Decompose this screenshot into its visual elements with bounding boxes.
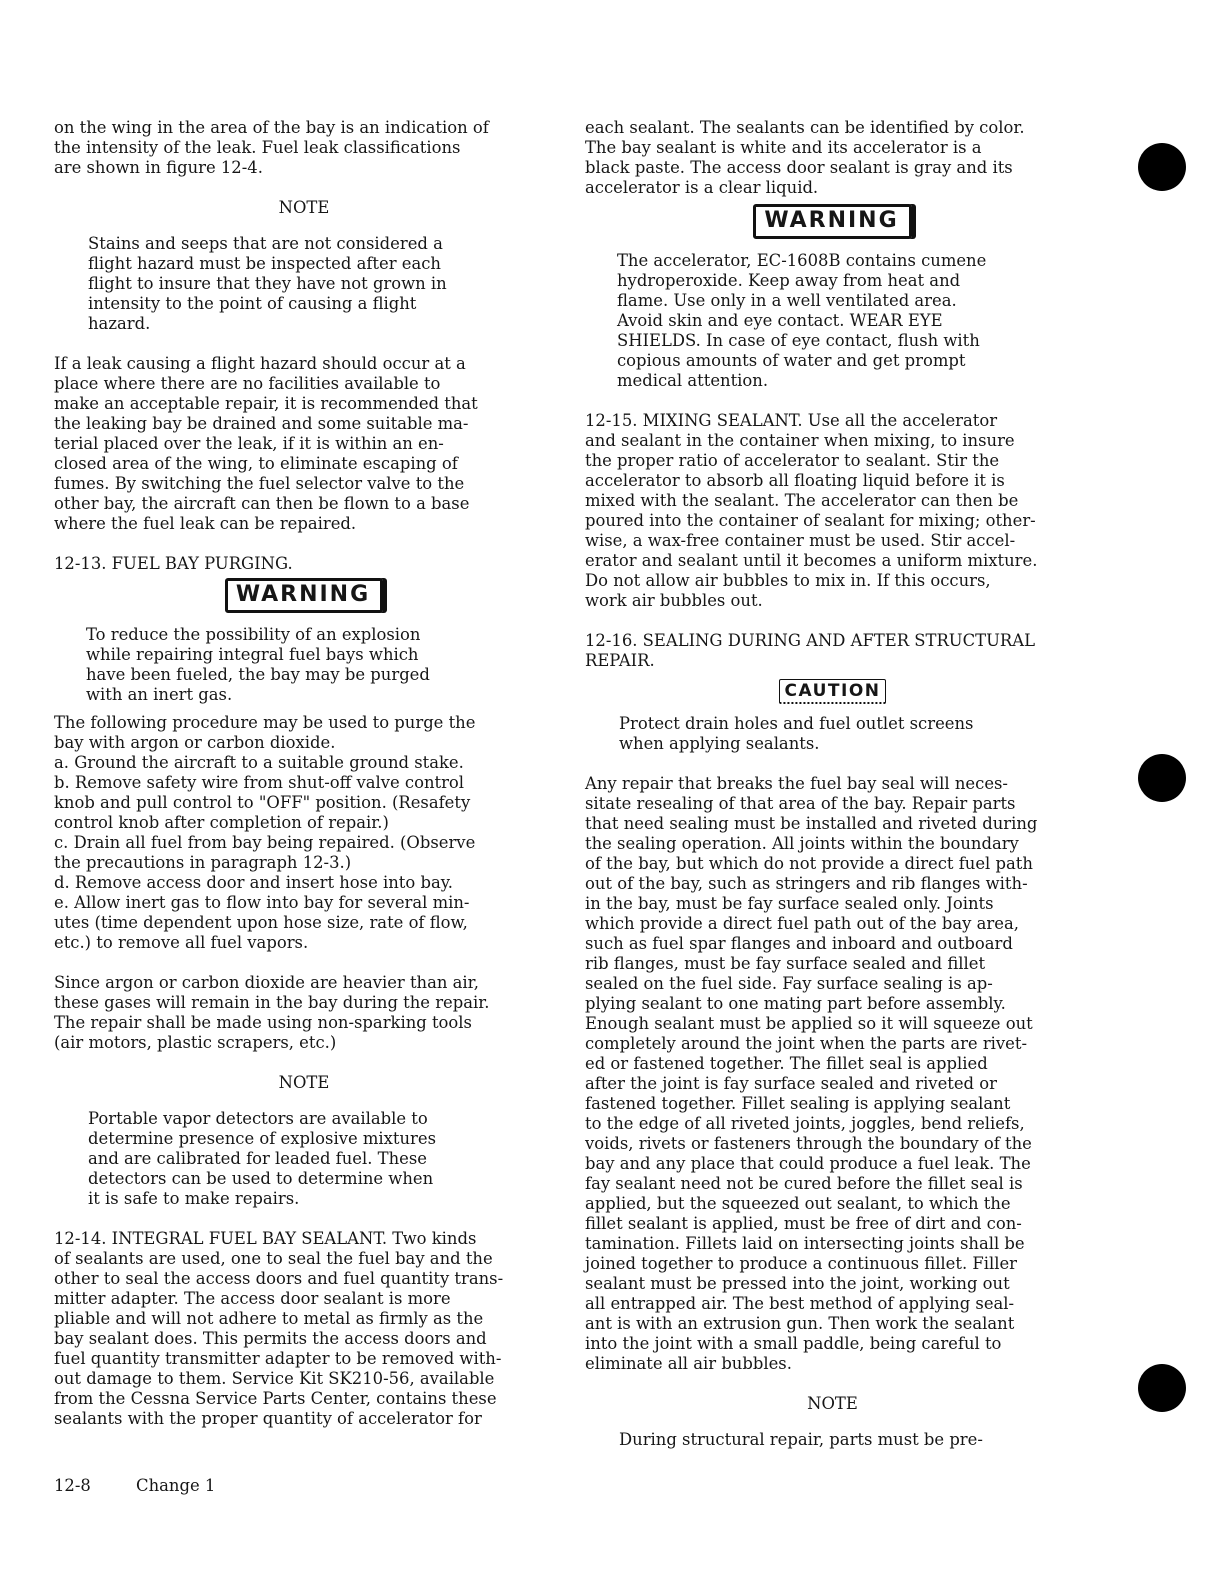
list-item: e. Allow inert gas to flow into bay for several min- <box>54 893 470 912</box>
right-column <box>585 118 1080 1470</box>
note-text: Portable vapor detectors are available to determine presence of explosive mixtures and are calibrated for leaded fuel. These detectors can be used to determine when it is safe to make repairs. <box>88 1109 436 1208</box>
repair-paragraph: Any repair that breaks the fuel bay seal will neces- sitate resealing of that area of the bay. Repair parts that need sealing must be installed and riveted during the sealing operation. All joints within the boundary of the bay, but which do not provide a direct fuel path out of the bay, such as stringers and rib flanges with- in the bay, must be fay surface sealed only. Joints which provide a direct fuel path out of the bay area, such as fuel spar flanges and inboard and outboard rib flanges, must be fay surface sealed and fillet sealed on the fuel side. Fay surface sealing is ap- plying sealant to one mating part before assembly. Enough sealant must be applied so it will squeeze out completely around the joint when the parts are rivet- ed or fastened together. The fillet seal is applied after the joint is fay surface sealed and riveted or fastened together. Fillet sealing is applying sealant to the edge of all riveted joints, joggles, bend reliefs, voids, rivets or fasteners through the boundary of the bay and any place that could produce a fuel leak. The fay sealant need not be cured before the fillet seal is applied, but the squeezed out sealant, to which the fillet sealant is applied, must be free of dirt and con- tamination. Fillets laid on intersecting joints shall be joined together to produce a continuous fillet. Filler sealant must be pressed into the joint, working out all entrapped air. The best method of applying seal- ant is with an extrusion gun. Then work the sealant into the joint with a small paddle, being careful to eliminate all air bubbles. <box>585 774 1038 1373</box>
list-item: c. Drain all fuel from bay being repaired. (Observe <box>54 833 476 852</box>
note-label: NOTE <box>278 1073 330 1092</box>
note-text: Stains and seeps that are not considered a flight hazard must be inspected after each flight to insure that they have not grown in intensity to the point of causing a flight hazard. <box>88 234 447 333</box>
sealant-paragraph: 12-14. INTEGRAL FUEL BAY SEALANT. Two kinds of sealants are used, one to seal the fuel bay and the other to seal the access doors and fuel quantity trans- mitter adapter. The access door sealant is more pliable and will not adhere to metal as firmly as the bay sealant does. This permits the access doors and fuel quantity transmitter adapter to be removed with- out damage to them. Service Kit SK210-56, available from the Cessna Service Parts Center, contains these sealants with the proper quantity of accelerator for <box>54 1229 504 1428</box>
list-item: a. Ground the aircraft to a suitable ground stake. <box>54 753 464 772</box>
procedure-list: The following procedure may be used to purge the bay with argon or carbon dioxide. a. Ground the aircraft to a suitable ground stake. b. Remove safety wire from shut-off valve control knob and pull control to "OFF" position. (Resafety control knob after completion of repair.) c. Drain all fuel from bay being repaired. (Observe the precautions in paragraph 12-3.) d. Remove access door and insert hose into bay. e. Allow inert gas to flow into bay for several min- utes (time dependent upon hose size, rate of flow, etc.) to remove all fuel vapors. <box>54 713 554 953</box>
note-label: NOTE <box>278 198 330 217</box>
warning-text: The accelerator, EC-1608B contains cumene hydroperoxide. Keep away from heat and flame. Use only in a well ventilated area. Avoid skin and eye contact. WEAR EYE SHIELDS. In case of eye contact, flush with copious amounts of water and get prompt medical attention. <box>617 251 987 390</box>
argon-paragraph: Since argon or carbon dioxide are heavier than air, these gases will remain in the bay during the repair. The repair shall be made using non-sparking tools (air motors, plastic scrapers, etc.) <box>54 973 490 1052</box>
warning-label: WARNING <box>225 578 383 613</box>
section-heading-12-16: 12-16. SEALING DURING AND AFTER STRUCTURAL REPAIR. <box>585 631 1035 670</box>
intro-paragraph: on the wing in the area of the bay is an indication of the intensity of the leak. Fuel leak classifications are shown in figure 12-4. <box>54 118 489 177</box>
change-label: Change 1 <box>136 1476 216 1495</box>
caution-text: Protect drain holes and fuel outlet screens when applying sealants. <box>619 714 974 753</box>
intro-paragraph: each sealant. The sealants can be identified by color. The bay sealant is white and its accelerator is a black paste. The access door sealant is gray and its accelerator is a clear liquid. <box>585 118 1025 197</box>
section-heading-12-13: 12-13. FUEL BAY PURGING. <box>54 554 293 573</box>
caution-label: CAUTION <box>779 679 885 704</box>
mixing-paragraph: 12-15. MIXING SEALANT. Use all the accelerator and sealant in the container when mixing, to insure the proper ratio of accelerator to sealant. Stir the accelerator to absorb all floating liquid before it is mixed with the sealant. The accelerator can then be poured into the container of sealant for mixing; other- wise, a wax-free container must be used. Stir accel- erator and sealant until it becomes a uniform mixture. Do not allow air bubbles to mix in. If this occurs, work air bubbles out. <box>585 411 1038 610</box>
list-item: b. Remove safety wire from shut-off valve control <box>54 773 465 792</box>
left-column <box>54 118 554 1449</box>
warning-label: WARNING <box>753 204 911 239</box>
leak-paragraph: If a leak causing a flight hazard should occur at a place where there are no facilities available to make an acceptable repair, it is recommended that the leaking bay be drained and some suitable ma- terial placed over the leak, if it is within an en- closed area of the wing, to eliminate escaping of fumes. By switching the fuel selector valve to the other bay, the aircraft can then be flown to a base where the fuel leak can be repaired. <box>54 354 478 533</box>
note-text: During structural repair, parts must be pre- <box>619 1430 983 1449</box>
list-item: d. Remove access door and insert hose into bay. <box>54 873 454 892</box>
binder-hole <box>1138 143 1186 191</box>
note-label: NOTE <box>807 1394 858 1413</box>
binder-hole <box>1138 754 1186 802</box>
page-footer <box>54 1476 255 1495</box>
page-number: 12-8 <box>54 1476 91 1495</box>
binder-hole <box>1138 1364 1186 1412</box>
warning-text: To reduce the possibility of an explosion while repairing integral fuel bays which have been fueled, the bay may be purged with an inert gas. <box>86 625 430 704</box>
